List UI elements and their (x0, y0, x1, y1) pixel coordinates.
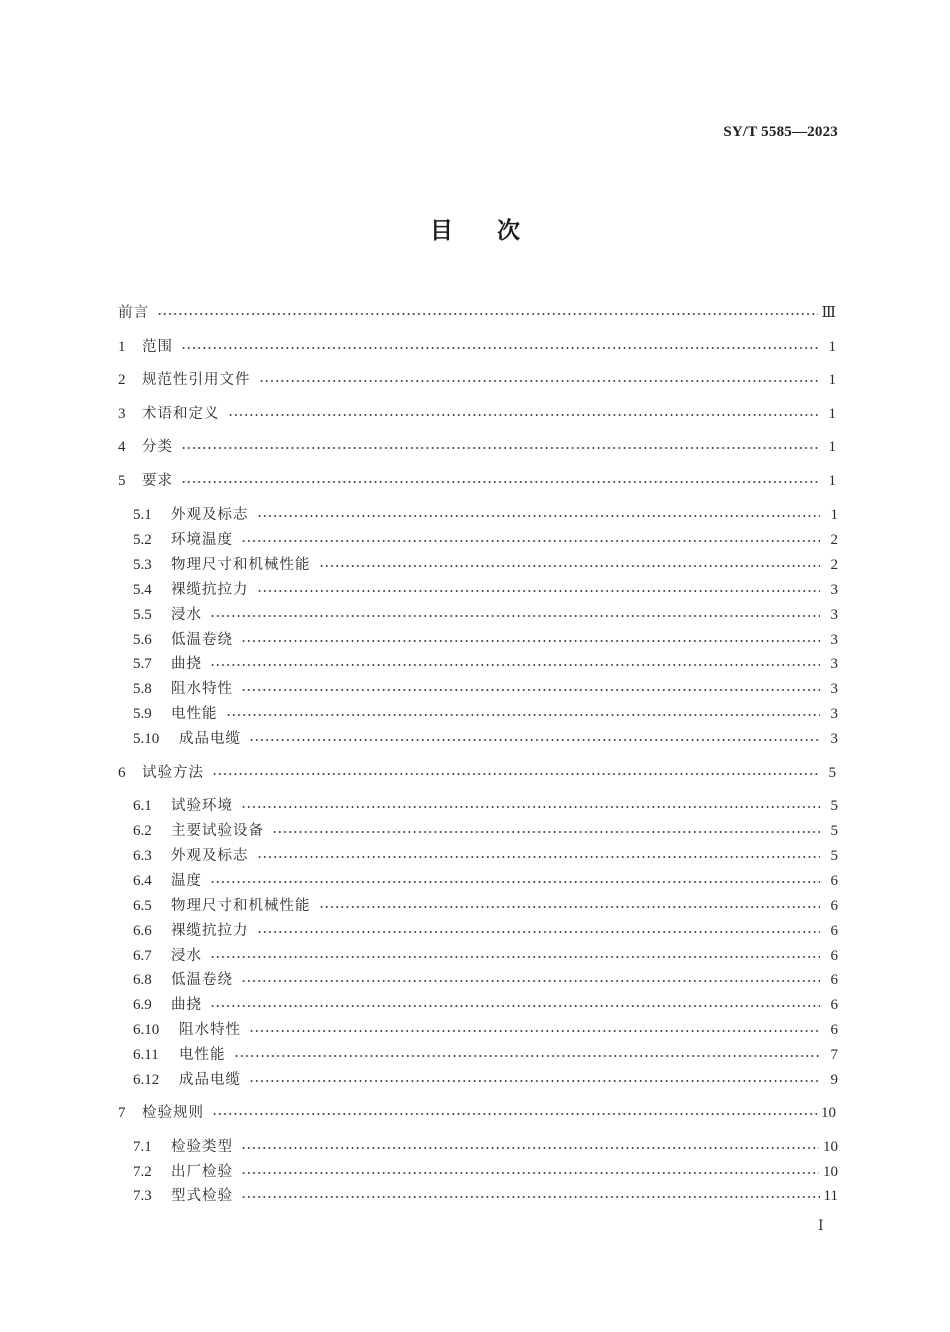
toc-entry-number: 6.7 (133, 948, 152, 964)
dot-leader (228, 414, 819, 416)
toc-entry[interactable] (133, 629, 838, 651)
toc-entry[interactable] (133, 1044, 838, 1066)
toc-entry[interactable] (118, 470, 836, 492)
toc-entry-page: 3 (830, 607, 838, 623)
toc-entry[interactable] (133, 795, 838, 817)
toc-entry-page: 1 (830, 507, 838, 523)
toc-entry-page: 6 (830, 972, 838, 988)
toc-entry-page: 1 (828, 406, 836, 422)
toc-entry-label: 试验环境 (171, 798, 233, 814)
toc-entry-number: 4 (118, 439, 126, 455)
toc-entry[interactable] (133, 1069, 838, 1091)
toc-entry-label: 低温卷绕 (171, 632, 233, 648)
toc-entry-number: 6.8 (133, 972, 152, 988)
toc-entry-number: 7 (118, 1105, 126, 1121)
dot-leader (257, 590, 821, 592)
toc-entry-number: 6.2 (133, 823, 152, 839)
toc-entry-page: 3 (830, 582, 838, 598)
toc-entry-number: 3 (118, 406, 126, 422)
dot-leader (210, 664, 820, 666)
dot-leader (226, 714, 821, 716)
toc-entry[interactable] (133, 920, 838, 942)
toc-entry-label: 阻水特性 (171, 681, 233, 697)
toc-entry[interactable] (133, 895, 838, 917)
toc-entry-page: 7 (830, 1047, 838, 1063)
dot-leader (249, 1030, 820, 1032)
toc-entry-number: 5.4 (133, 582, 152, 598)
toc-entry-number: 2 (118, 372, 126, 388)
toc-entry-number: 6.1 (133, 798, 152, 814)
toc-entry-label: 检验规则 (142, 1105, 204, 1121)
toc-entry-number: 5.9 (133, 706, 152, 722)
toc-entry-label: 外观及标志 (171, 507, 249, 523)
toc-entry[interactable] (133, 1185, 838, 1207)
toc-entry[interactable] (133, 653, 838, 675)
dot-leader (234, 1055, 821, 1057)
toc-entry-page: 1 (828, 372, 836, 388)
toc-entry-page: 3 (830, 681, 838, 697)
toc-entry-page: 2 (830, 557, 838, 573)
toc-entry-page: 11 (823, 1188, 838, 1204)
toc-entry-label: 成品电缆 (179, 731, 241, 747)
toc-entry-label: 电性能 (179, 1047, 226, 1063)
toc-entry-page: 6 (830, 948, 838, 964)
toc-entry-label: 范围 (142, 339, 173, 355)
toc-entry[interactable] (118, 369, 836, 391)
toc-entry-label: 前言 (118, 305, 149, 321)
dot-leader (319, 565, 821, 567)
dot-leader (210, 1005, 820, 1007)
toc-entry-label: 环境温度 (171, 532, 233, 548)
toc-entry-label: 规范性引用文件 (142, 372, 251, 388)
dot-leader (249, 739, 820, 741)
toc-entry-page: 10 (823, 1139, 838, 1155)
toc-entry-number: 5.8 (133, 681, 152, 697)
toc-entry-page: 3 (830, 731, 838, 747)
toc-entry[interactable] (133, 1136, 838, 1158)
toc-entry-number: 5.10 (133, 731, 160, 747)
toc-entry-label: 型式检验 (171, 1188, 233, 1204)
toc-entry-number: 6.9 (133, 997, 152, 1013)
toc-entry-label: 分类 (142, 439, 173, 455)
toc-entry-number: 5 (118, 473, 126, 489)
toc-entry-number: 6.5 (133, 898, 152, 914)
toc-entry[interactable] (118, 1102, 836, 1124)
toc-entry[interactable] (133, 504, 838, 526)
toc-entry-number: 6.12 (133, 1072, 160, 1088)
toc-entry-page: 5 (830, 798, 838, 814)
toc-entry[interactable] (133, 945, 838, 967)
toc-entry-page: 5 (830, 848, 838, 864)
toc-entry-number: 6.3 (133, 848, 152, 864)
toc-entry-page: 1 (828, 439, 836, 455)
toc-entry-number: 5.3 (133, 557, 152, 573)
toc-entry[interactable] (118, 436, 836, 458)
toc-entry-label: 要求 (142, 473, 173, 489)
dot-leader (181, 447, 818, 449)
toc-entry-page: 1 (828, 339, 836, 355)
toc-entry-label: 物理尺寸和机械性能 (171, 898, 311, 914)
dot-leader (157, 313, 818, 315)
toc-entry-label: 检验类型 (171, 1139, 233, 1155)
toc-entry-page: 6 (830, 1022, 838, 1038)
toc-entry-number: 7.3 (133, 1188, 152, 1204)
dot-leader (181, 347, 818, 349)
toc-entry-page: 1 (828, 473, 836, 489)
toc-entry[interactable] (133, 1019, 838, 1041)
toc-entry[interactable] (133, 554, 838, 576)
toc-entry-page: 3 (830, 632, 838, 648)
toc-entry[interactable] (133, 969, 838, 991)
dot-leader (241, 1147, 819, 1149)
toc-entry[interactable] (133, 579, 838, 601)
dot-leader (181, 481, 818, 483)
dot-leader (212, 1113, 817, 1115)
toc-entry-label: 阻水特性 (179, 1022, 241, 1038)
dot-leader (241, 806, 820, 808)
toc-entry-label: 电性能 (171, 706, 218, 722)
toc-entry-number: 6 (118, 765, 126, 781)
toc-entry[interactable] (118, 302, 836, 324)
toc-entry-label: 浸水 (171, 607, 202, 623)
toc-entry[interactable] (133, 820, 838, 842)
toc-entry-page: 3 (830, 706, 838, 722)
toc-entry-number: 6.11 (133, 1047, 159, 1063)
toc-entry[interactable] (133, 994, 838, 1016)
dot-leader (319, 906, 821, 908)
toc-entry-page: 10 (821, 1105, 836, 1121)
toc-entry-page: 10 (823, 1164, 838, 1180)
toc-entry-label: 曲挠 (171, 656, 202, 672)
toc-entry[interactable] (133, 678, 838, 700)
toc-entry-label: 温度 (171, 873, 202, 889)
toc-entry-page: 5 (830, 823, 838, 839)
toc-entry[interactable] (133, 1161, 838, 1183)
dot-leader (257, 515, 821, 517)
toc-entry-label: 外观及标志 (171, 848, 249, 864)
dot-leader (241, 1196, 820, 1198)
toc-entry[interactable] (133, 604, 838, 626)
dot-leader (241, 1172, 819, 1174)
page-title: 目次 (430, 218, 564, 244)
toc-entry-page: 6 (830, 898, 838, 914)
standard-code: SY/T 5585—2023 (723, 124, 838, 140)
toc-entry-page: Ⅲ (821, 305, 836, 321)
toc-entry[interactable] (118, 762, 836, 784)
toc-entry-number: 5.1 (133, 507, 152, 523)
toc-entry[interactable] (118, 336, 836, 358)
toc-entry-number: 5.5 (133, 607, 152, 623)
dot-leader (259, 380, 819, 382)
toc-entry[interactable] (133, 703, 838, 725)
toc-entry-page: 6 (830, 997, 838, 1013)
toc-entry-label: 裸缆抗拉力 (171, 923, 249, 939)
dot-leader (257, 856, 821, 858)
toc-entry-label: 出厂检验 (171, 1164, 233, 1180)
toc-entry-page: 3 (830, 656, 838, 672)
dot-leader (249, 1080, 820, 1082)
dot-leader (241, 980, 820, 982)
toc-entry[interactable] (133, 728, 838, 750)
toc-entry-label: 物理尺寸和机械性能 (171, 557, 311, 573)
dot-leader (210, 956, 820, 958)
dot-leader (212, 773, 818, 775)
toc-entry[interactable] (118, 403, 836, 425)
toc-entry-number: 6.10 (133, 1022, 160, 1038)
dot-leader (241, 689, 820, 691)
dot-leader (210, 615, 820, 617)
toc-entry-number: 1 (118, 339, 126, 355)
toc-entry-label: 成品电缆 (179, 1072, 241, 1088)
toc-entry-label: 术语和定义 (142, 406, 220, 422)
toc-entry-number: 6.6 (133, 923, 152, 939)
toc-entry-label: 曲挠 (171, 997, 202, 1013)
toc-entry-number: 5.6 (133, 632, 152, 648)
toc-entry-label: 低温卷绕 (171, 972, 233, 988)
toc-entry[interactable] (133, 845, 838, 867)
toc-entry-page: 9 (830, 1072, 838, 1088)
dot-leader (241, 640, 820, 642)
toc-entry-page: 6 (830, 873, 838, 889)
dot-leader (257, 931, 821, 933)
toc-entry-label: 主要试验设备 (171, 823, 264, 839)
toc-entry-page: 5 (828, 765, 836, 781)
toc-entry-number: 5.2 (133, 532, 152, 548)
toc-entry-number: 7.1 (133, 1139, 152, 1155)
dot-leader (210, 881, 820, 883)
toc-entry-number: 6.4 (133, 873, 152, 889)
toc-entry-label: 浸水 (171, 948, 202, 964)
toc-entry-page: 6 (830, 923, 838, 939)
page-number: Ⅰ (818, 1219, 824, 1234)
toc-entry-label: 裸缆抗拉力 (171, 582, 249, 598)
toc-entry-label: 试验方法 (142, 765, 204, 781)
toc-entry-page: 2 (830, 532, 838, 548)
toc-entry[interactable] (133, 870, 838, 892)
toc-entry[interactable] (133, 529, 838, 551)
dot-leader (241, 540, 820, 542)
dot-leader (272, 831, 820, 833)
toc-entry-number: 7.2 (133, 1164, 152, 1180)
toc-entry-number: 5.7 (133, 656, 152, 672)
